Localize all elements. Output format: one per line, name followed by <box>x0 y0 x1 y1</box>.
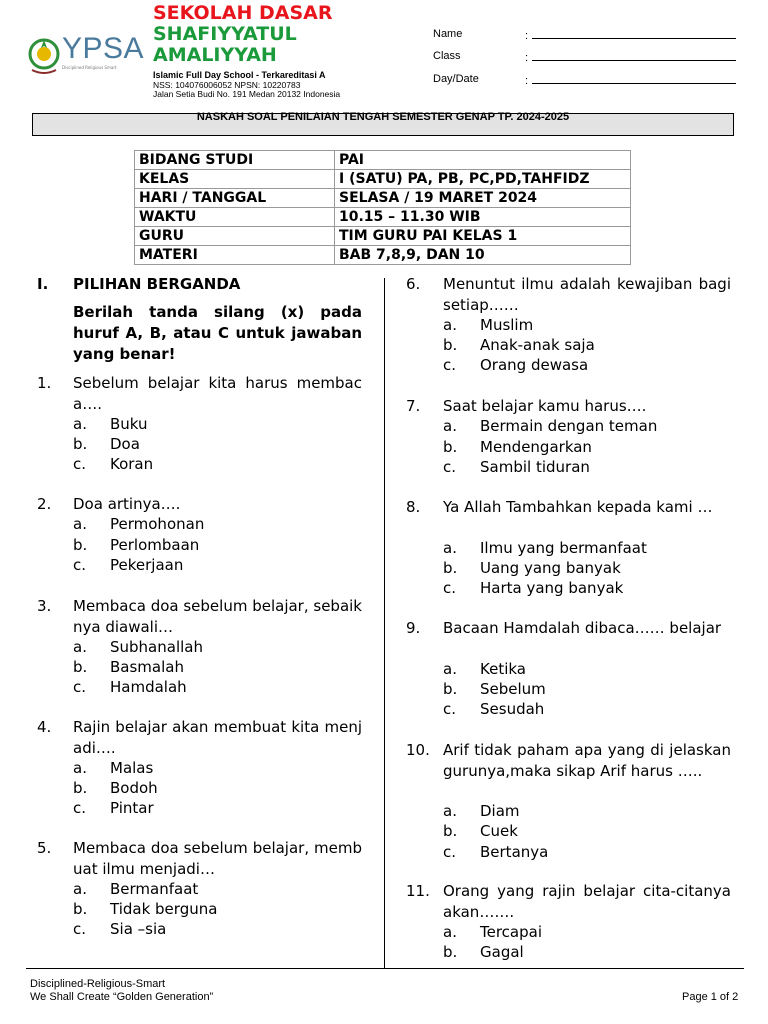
option-text[interactable]: Perlombaan <box>110 535 200 554</box>
date-field[interactable]: : <box>525 73 736 87</box>
option-letter[interactable]: a. <box>443 417 457 436</box>
option-text[interactable]: Sambil tiduran <box>480 457 590 476</box>
option-letter[interactable]: b. <box>443 942 458 961</box>
option-letter[interactable]: b. <box>73 434 88 453</box>
option-text[interactable]: Sebelum <box>480 679 546 698</box>
option-text[interactable]: Bermanfaat <box>110 879 199 898</box>
option-text[interactable]: Sia –sia <box>110 920 167 939</box>
footer-rule <box>26 968 744 969</box>
option-text[interactable]: Pintar <box>110 799 154 818</box>
class-label: Class <box>433 50 461 62</box>
name-label: Name <box>433 28 463 40</box>
exam-banner-text: NASKAH SOAL PENILAIAN TENGAH SEMESTER GENAP TP. 2024-2025 <box>196 111 570 123</box>
question-text: Sebelum belajar kita harus membaca…. <box>73 374 362 413</box>
option-letter[interactable]: a. <box>443 315 457 334</box>
option-text[interactable]: Diam <box>480 801 520 820</box>
exam-info-table <box>134 150 631 265</box>
option-text[interactable]: Uang yang banyak <box>480 558 621 577</box>
question-number: 10. <box>406 741 430 759</box>
info-row: BIDANG STUDI PAI <box>135 151 631 170</box>
option-letter[interactable]: a. <box>443 922 457 941</box>
option-letter[interactable]: b. <box>443 335 458 354</box>
option-letter[interactable]: a. <box>73 637 87 656</box>
school-type: SEKOLAH DASAR <box>153 2 333 24</box>
option-letter[interactable]: c. <box>443 842 457 861</box>
option-text[interactable]: Muslim <box>480 315 534 334</box>
option-text[interactable]: Tidak berguna <box>110 899 218 918</box>
option-text[interactable]: Bodoh <box>110 778 158 797</box>
school-logo <box>26 36 62 78</box>
option-letter[interactable]: b. <box>443 822 458 841</box>
date-label: Day/Date <box>433 73 479 85</box>
option-text[interactable]: Doa <box>110 434 140 453</box>
question-number: 11. <box>406 882 430 900</box>
option-letter[interactable]: c. <box>443 356 457 375</box>
option-letter[interactable]: b. <box>443 558 458 577</box>
option-letter[interactable]: b. <box>73 657 88 676</box>
option-letter[interactable]: b. <box>443 679 458 698</box>
option-letter[interactable]: a. <box>443 659 457 678</box>
class-field[interactable]: : <box>525 50 736 64</box>
school-name: SHAFIYYATUL AMALIYYAH <box>153 23 297 66</box>
option-letter[interactable]: a. <box>73 515 87 534</box>
question-number: 6. <box>406 275 421 293</box>
column-divider <box>384 278 385 968</box>
option-letter[interactable]: c. <box>73 920 87 939</box>
exam-banner <box>32 113 734 136</box>
option-text[interactable]: Koran <box>110 455 154 474</box>
question-text: Membaca doa sebelum belajar, membuat ilmu menjadi… <box>73 839 362 878</box>
section-instruction: Berilah tanda silang (x) pada huruf A, B, atau C untuk jawaban yang benar! <box>73 303 362 363</box>
option-text[interactable]: Bertanya <box>480 842 549 861</box>
question-number: 3. <box>37 597 52 615</box>
option-text[interactable]: Tercapai <box>480 922 542 941</box>
option-text[interactable]: Subhanallah <box>110 637 203 656</box>
footer-slogan: We Shall Create “Golden Generation” <box>30 991 214 1003</box>
option-letter[interactable]: c. <box>443 700 457 719</box>
option-letter[interactable]: b. <box>443 437 458 456</box>
info-row: HARI / TANGGAL SELASA / 19 MARET 2024 <box>135 189 631 208</box>
option-letter[interactable]: c. <box>73 555 87 574</box>
option-letter[interactable]: c. <box>443 457 457 476</box>
option-letter[interactable]: b. <box>73 899 88 918</box>
option-text[interactable]: Harta yang banyak <box>480 579 624 598</box>
school-tagline: Islamic Full Day School - Terkareditasi A <box>153 70 326 80</box>
option-text[interactable]: Mendengarkan <box>480 437 592 456</box>
question-text: Ya Allah Tambahkan kepada kami … <box>443 498 713 516</box>
option-text[interactable]: Permohonan <box>110 515 205 534</box>
footer-motto: Disciplined-Religious-Smart <box>30 978 166 990</box>
info-row: MATERI BAB 7,8,9, DAN 10 <box>135 246 631 265</box>
question-text: Doa artinya…. <box>73 495 181 513</box>
option-letter[interactable]: c. <box>73 799 87 818</box>
option-letter[interactable]: b. <box>73 535 88 554</box>
option-text[interactable]: Buku <box>110 414 148 433</box>
option-text[interactable]: Orang dewasa <box>480 356 589 375</box>
option-letter[interactable]: a. <box>443 538 457 557</box>
option-text[interactable]: Ketika <box>480 659 526 678</box>
logo-subtitle: Disciplined Religious Smart <box>62 65 117 70</box>
question-text: Menuntut ilmu adalah kewajiban bagi setiap…… <box>443 275 731 314</box>
option-text[interactable]: Pekerjaan <box>110 555 184 574</box>
info-row: KELAS I (SATU) PA, PB, PC,PD,TAHFIDZ <box>135 170 631 189</box>
option-letter[interactable]: a. <box>73 758 87 777</box>
question-text: Saat belajar kamu harus…. <box>443 397 647 415</box>
question-text: Arif tidak paham apa yang di jelaskan gurunya,maka sikap Arif harus ….. <box>443 741 731 780</box>
option-letter[interactable]: b. <box>73 778 88 797</box>
option-letter[interactable]: a. <box>73 879 87 898</box>
question-number: 1. <box>37 374 52 392</box>
question-number: 8. <box>406 498 421 516</box>
option-letter[interactable]: a. <box>73 414 87 433</box>
option-text[interactable]: Cuek <box>480 822 518 841</box>
info-row: WAKTU 10.15 – 11.30 WIB <box>135 208 631 227</box>
question-text: Membaca doa sebelum belajar, sebaiknya diawali… <box>73 597 362 636</box>
school-address: Jalan Setia Budi No. 191 Medan 20132 Indonesia <box>153 89 341 99</box>
option-letter[interactable]: c. <box>443 579 457 598</box>
question-text: Rajin belajar akan membuat kita menjadi…. <box>73 718 362 757</box>
option-text[interactable]: Anak-anak saja <box>480 335 595 354</box>
option-text[interactable]: Basmalah <box>110 657 184 676</box>
question-number: 4. <box>37 718 52 736</box>
option-letter[interactable]: c. <box>73 678 87 697</box>
question-number: 7. <box>406 397 421 415</box>
option-text[interactable]: Sesudah <box>480 700 545 719</box>
name-field[interactable]: : <box>525 28 736 42</box>
question-number: 2. <box>37 495 52 513</box>
school-registration: NSS: 104076006052 NPSN: 10220783 <box>153 80 301 90</box>
info-row: GURU TIM GURU PAI KELAS 1 <box>135 227 631 246</box>
page-number: Page 1 of 2 <box>682 991 739 1003</box>
logo-wordmark: YPSA <box>62 32 145 65</box>
option-letter[interactable]: c. <box>73 455 87 474</box>
question-number: 9. <box>406 619 421 637</box>
option-text[interactable]: Malas <box>110 758 154 777</box>
option-text[interactable]: Bermain dengan teman <box>480 417 658 436</box>
question-number: 5. <box>37 839 52 857</box>
question-text: Bacaan Hamdalah dibaca…… belajar <box>443 619 722 637</box>
option-text[interactable]: Ilmu yang bermanfaat <box>480 538 647 557</box>
option-text[interactable]: Hamdalah <box>110 678 187 697</box>
option-letter[interactable]: a. <box>443 801 457 820</box>
option-text[interactable]: Gagal <box>480 942 524 961</box>
question-text: Orang yang rajin belajar cita-citanya akan……. <box>443 882 731 921</box>
